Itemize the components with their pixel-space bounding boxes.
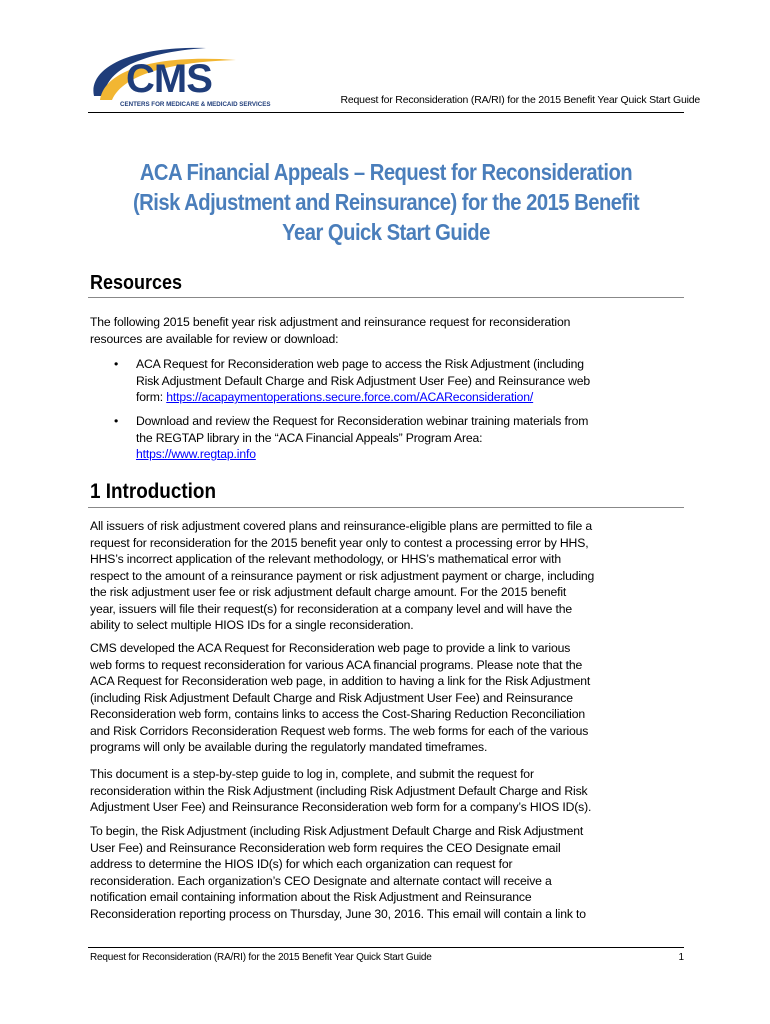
running-header: Request for Reconsideration (RA/RI) for the 2015 Benefit Year Quick Start Guide xyxy=(340,94,700,106)
text-line: CMS developed the ACA Request for Reconsideration web page to provide a link to various xyxy=(90,641,571,655)
intro-paragraph-4 xyxy=(90,823,690,922)
bullet-icon: • xyxy=(114,414,119,428)
text-line: programs will only be available during the regulatorly mandated timeframes. xyxy=(90,740,488,754)
text-line: resources are available for review or download: xyxy=(90,331,339,346)
text-line: HHS’s incorrect application of the relevant methodology, or HHS’s mathematical error with xyxy=(90,552,561,566)
title-line: ACA Financial Appeals – Request for Reconsideration xyxy=(139,159,633,185)
text-line: Adjustment User Fee) and Reinsurance Reconsideration web form for a company’s HIOS ID(s). xyxy=(90,800,592,814)
text-line: request for reconsideration for the 2015 benefit year only to contest a processing error by HHS, xyxy=(90,535,589,550)
text-line: ACA Request for Reconsideration web page to access the Risk Adjustment (including xyxy=(136,357,584,371)
resources-intro xyxy=(90,314,690,347)
section-divider xyxy=(88,297,684,298)
document-title xyxy=(124,157,648,247)
text-line: User Fee) and Reinsurance Reconsideration web form requires the CEO Designate email xyxy=(90,840,561,855)
logo-subtext: CENTERS FOR MEDICARE & MEDICAID SERVICES xyxy=(120,101,271,108)
title-line: Year Quick Start Guide xyxy=(282,219,490,245)
text-line: the REGTAP library in the “ACA Financial Appeals” Program Area: xyxy=(136,430,483,445)
text-line: Reconsideration reporting process on Thursday, June 30, 2016. This email will contain a link to xyxy=(90,906,586,921)
text-line: ability to select multiple HIOS IDs for a single reconsideration. xyxy=(90,618,414,632)
text-line xyxy=(136,389,690,406)
text-line: This document is a step-by-step guide to log in, complete, and submit the request for xyxy=(90,767,534,781)
cms-logo xyxy=(86,40,276,112)
text-line: notification email containing information about the Risk Adjustment and Reinsurance xyxy=(90,890,532,904)
text-line: ACA Request for Reconsideration web page, in addition to having a link for the Risk Adjustment xyxy=(90,674,591,688)
resources-heading: Resources xyxy=(90,272,183,294)
text-line: year, issuers will file their request(s) for reconsideration at a company level and will have the xyxy=(90,601,572,616)
text-line: Risk Adjustment Default Charge and Risk Adjustment User Fee) and Reinsurance web xyxy=(136,373,591,388)
resources-bullet xyxy=(90,413,690,463)
regtap-link[interactable]: https://www.regtap.info xyxy=(136,447,256,461)
resources-bullet xyxy=(90,356,690,406)
text-line: The following 2015 benefit year risk adjustment and reinsurance request for reconsideration xyxy=(90,315,571,329)
cms-logo-graphic xyxy=(86,40,276,112)
intro-paragraph-1 xyxy=(90,518,690,634)
running-footer: Request for Reconsideration (RA/RI) for the 2015 Benefit Year Quick Start Guide xyxy=(90,952,432,963)
intro-paragraph-3 xyxy=(90,766,690,816)
text-line: and Risk Corridors Reconsideration Request web forms. The web forms for each of the various xyxy=(90,723,589,738)
text-line: (including Risk Adjustment Default Charge and Risk Adjustment User Fee) and Reinsurance xyxy=(90,690,573,705)
text-line xyxy=(136,446,690,463)
introduction-heading: 1 Introduction xyxy=(90,480,216,503)
text-line: All issuers of risk adjustment covered plans and reinsurance-eligible plans are permitted to file a xyxy=(90,519,593,533)
text-line: the risk adjustment user fee or risk adjustment default charge amount. For the 2015 benefit xyxy=(90,585,567,599)
page-number: 1 xyxy=(678,952,684,963)
title-line: (Risk Adjustment and Reinsurance) for the 2015 Benefit xyxy=(132,189,640,215)
text-line: reconsideration within the Risk Adjustment (including Risk Adjustment Default Charge and Risk xyxy=(90,783,588,798)
header-divider xyxy=(88,112,684,113)
logo-wordmark: CMS xyxy=(126,57,212,101)
reconsideration-link[interactable]: https://acapaymentoperations.secure.force.com/ACAReconsideration/ xyxy=(166,390,534,404)
text-line: address to determine the HIOS ID(s) for which each organization can request for xyxy=(90,857,513,871)
text-line: reconsideration. Each organization’s CEO Designate and alternate contact will receive a xyxy=(90,873,552,888)
text-line: Download and review the Request for Reconsideration webinar training materials from xyxy=(136,414,589,428)
intro-paragraph-2 xyxy=(90,640,690,756)
bullet-icon: • xyxy=(114,357,119,371)
footer-divider xyxy=(88,947,684,948)
section-divider xyxy=(88,507,684,508)
text-line: To begin, the Risk Adjustment (including Risk Adjustment Default Charge and Risk Adjustment xyxy=(90,824,584,838)
text-line: respect to the amount of a reinsurance payment or risk adjustment payment or charge, including xyxy=(90,568,595,583)
link-prefix: form: xyxy=(136,390,167,404)
text-line: web forms to request reconsideration for various ACA financial programs. Please note that the xyxy=(90,657,583,672)
text-line: Reconsideration web form, contains links to access the Cost-Sharing Reduction Reconciliation xyxy=(90,707,585,721)
